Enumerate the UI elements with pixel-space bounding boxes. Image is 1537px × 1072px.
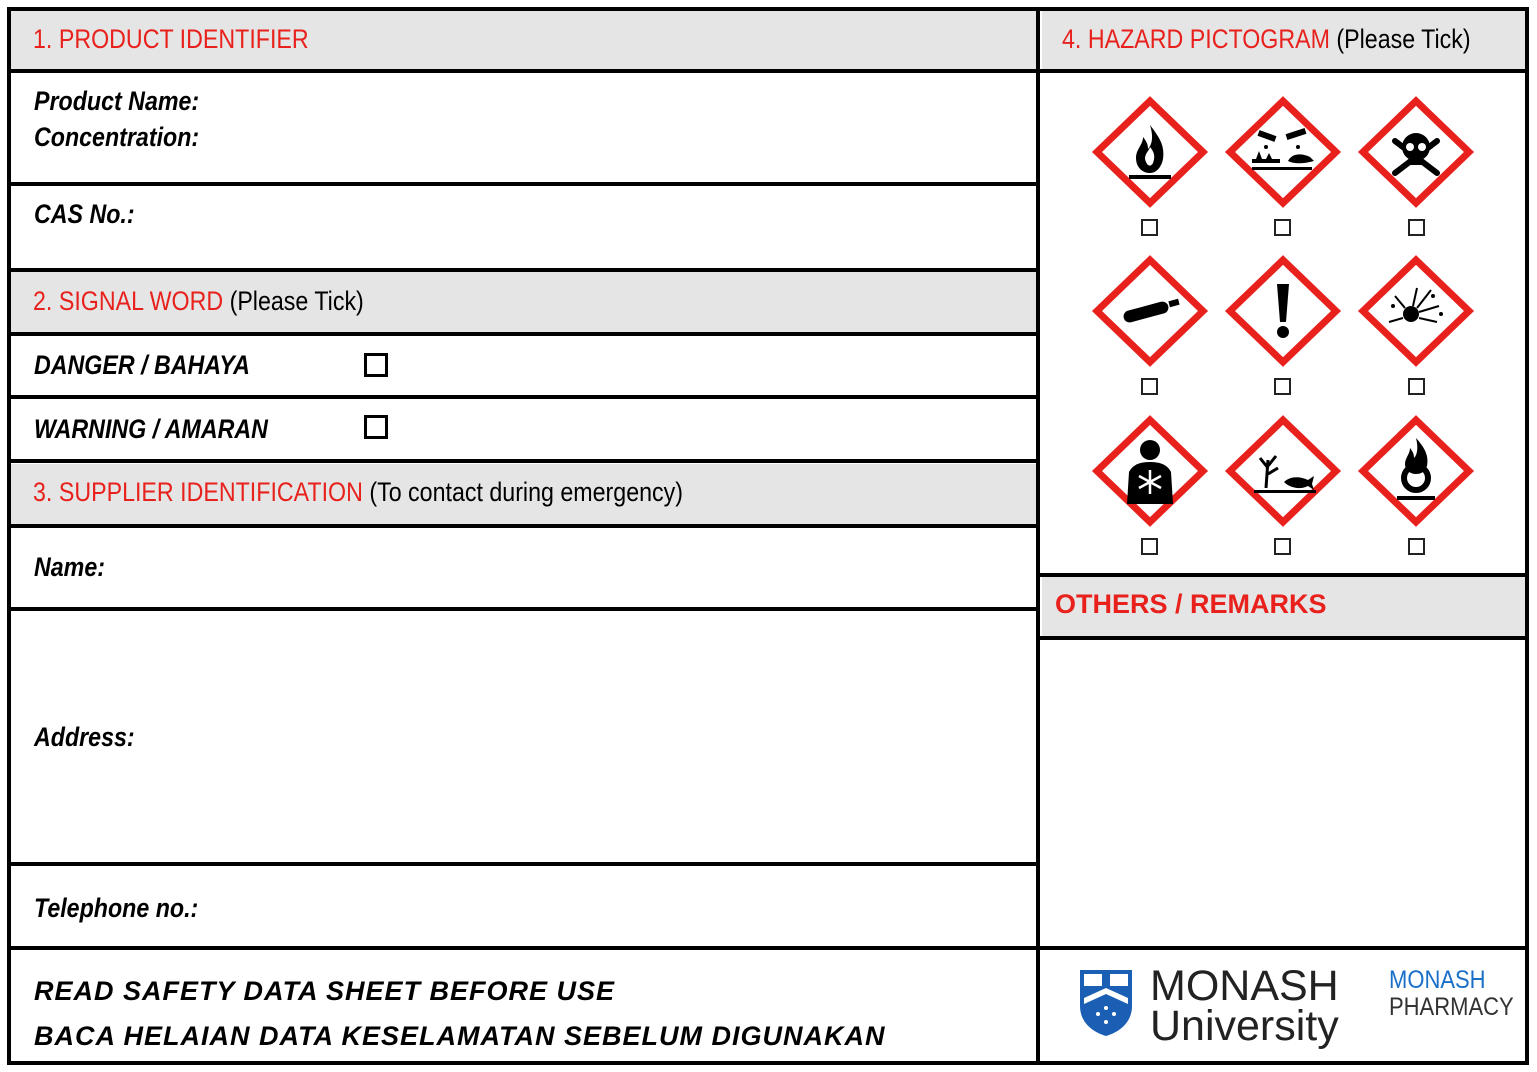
section2-title-text: SIGNAL WORD — [58, 286, 224, 316]
health-hazard-icon — [1093, 416, 1207, 526]
divider — [7, 607, 1038, 611]
pictogram-gas-cylinder-checkbox[interactable] — [1141, 378, 1158, 395]
signal-danger-checkbox[interactable] — [364, 353, 388, 377]
pictogram-flame-checkbox[interactable] — [1141, 219, 1158, 236]
divider — [7, 182, 1038, 186]
footer-line1: READ SAFETY DATA SHEET BEFORE USE — [34, 976, 616, 1006]
section3-note: (To contact during emergency) — [369, 477, 683, 507]
divider — [1036, 636, 1529, 640]
divider — [1036, 573, 1529, 577]
concentration-label: Concentration: — [34, 122, 200, 152]
corrosion-icon — [1226, 97, 1340, 207]
section1-title-text: PRODUCT IDENTIFIER — [58, 24, 309, 54]
section2-title — [33, 286, 364, 317]
supplier-name-label: Name: — [34, 552, 105, 582]
divider — [1036, 69, 1529, 73]
section3-title — [33, 477, 683, 508]
divider — [7, 524, 1038, 528]
environment-icon — [1226, 416, 1340, 526]
signal-warning-checkbox[interactable] — [364, 415, 388, 439]
divider — [7, 332, 1038, 336]
section3-title-text: SUPPLIER IDENTIFICATION — [58, 477, 363, 507]
supplier-address-label: Address: — [34, 722, 135, 752]
footer-line2: BACA HELAIAN DATA KESELAMATAN SEBELUM DIGUNAKAN — [34, 1021, 886, 1051]
product-name-label: Product Name: — [34, 86, 200, 116]
signal-danger-label: DANGER / BAHAYA — [34, 350, 250, 380]
exclamation-mark-icon — [1226, 256, 1340, 366]
monash-university-line2: University — [1150, 1002, 1339, 1050]
exploding-bomb-icon — [1359, 256, 1473, 366]
divider — [7, 459, 1038, 463]
section2-note: (Please Tick) — [229, 286, 364, 316]
monash-crest-icon — [1076, 966, 1136, 1038]
pictogram-exploding-bomb-checkbox[interactable] — [1408, 378, 1425, 395]
section1-number: 1. — [33, 24, 53, 54]
gas-cylinder-icon — [1093, 256, 1207, 366]
flame-icon — [1093, 97, 1207, 207]
section1-title — [33, 24, 309, 55]
monash-university-line1: MONASH — [1150, 962, 1339, 1010]
divider — [7, 862, 1038, 866]
supplier-telephone-label: Telephone no.: — [34, 893, 199, 923]
section4-title — [1062, 24, 1471, 55]
skull-crossbones-icon — [1359, 97, 1473, 207]
pictogram-health-hazard-checkbox[interactable] — [1141, 538, 1158, 555]
pictogram-flame-circle-checkbox[interactable] — [1408, 538, 1425, 555]
pictogram-corrosion-checkbox[interactable] — [1274, 219, 1291, 236]
monash-pharmacy-line2: PHARMACY — [1389, 993, 1514, 1021]
divider — [7, 268, 1038, 272]
section2-number: 2. — [33, 286, 53, 316]
monash-pharmacy-line1: MONASH — [1389, 966, 1486, 994]
section4-title-text: HAZARD PICTOGRAM — [1087, 24, 1330, 54]
section4-note: (Please Tick) — [1336, 24, 1471, 54]
remarks-title: OTHERS / REMARKS — [1055, 589, 1327, 619]
pictogram-skull-checkbox[interactable] — [1408, 219, 1425, 236]
section3-number: 3. — [33, 477, 53, 507]
divider — [7, 395, 1038, 399]
section4-number: 4. — [1062, 24, 1082, 54]
pictogram-environment-checkbox[interactable] — [1274, 538, 1291, 555]
signal-warning-label: WARNING / AMARAN — [34, 414, 268, 444]
divider — [7, 69, 1038, 73]
cas-no-label: CAS No.: — [34, 199, 135, 229]
flame-over-circle-icon — [1359, 416, 1473, 526]
divider — [7, 946, 1529, 950]
column-divider — [1036, 7, 1040, 1065]
pictogram-exclamation-checkbox[interactable] — [1274, 378, 1291, 395]
